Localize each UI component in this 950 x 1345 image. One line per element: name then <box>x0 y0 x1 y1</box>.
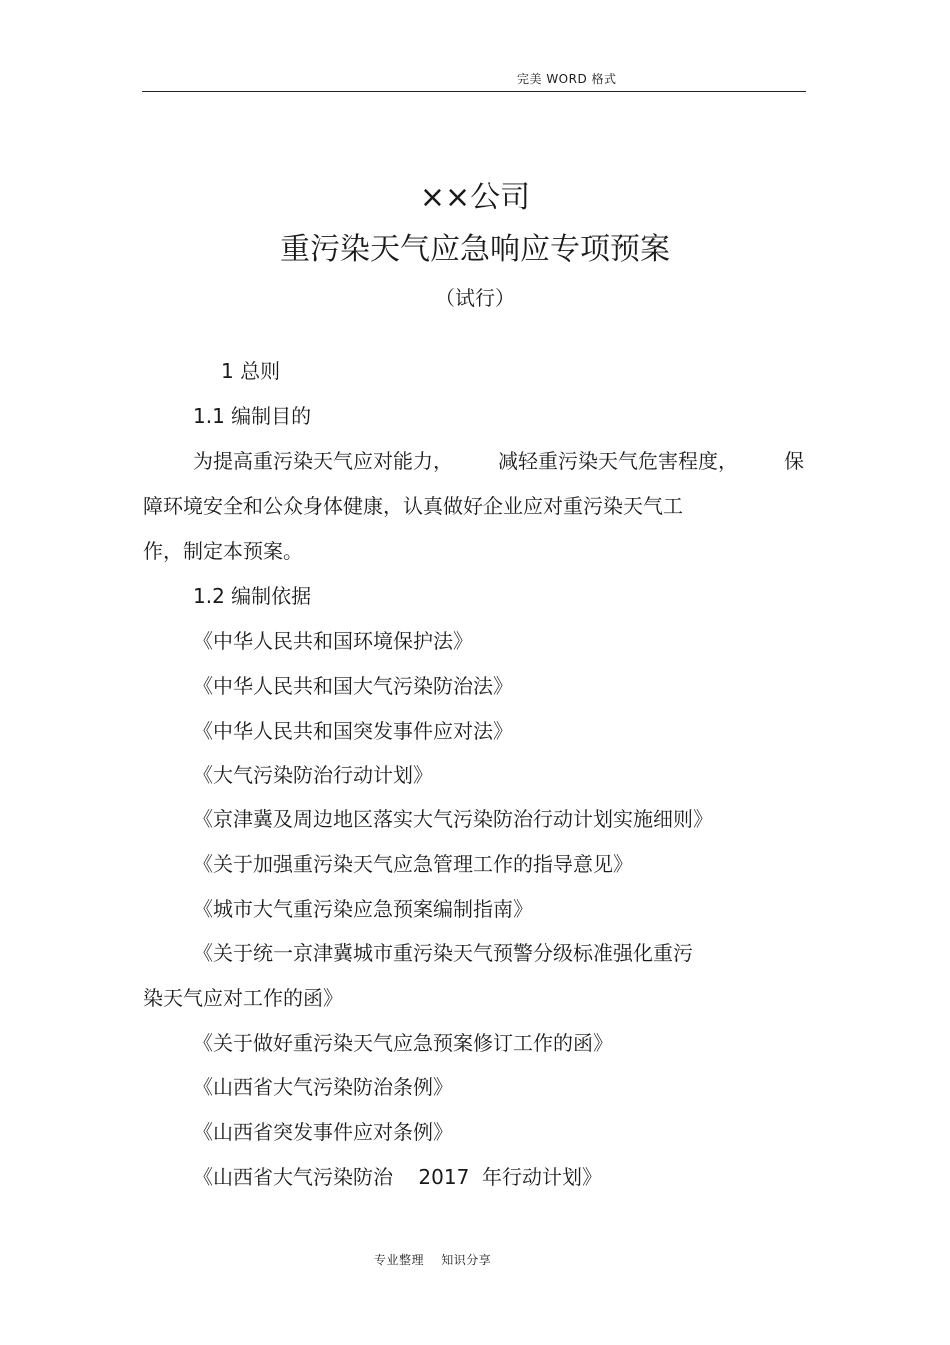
company-title: ××公司 <box>419 180 531 215</box>
basis-item: 染天气应对工作的函》 <box>143 986 343 1010</box>
paragraph-text: 减轻重污染天气危害程度， <box>498 449 738 473</box>
basis-item: 《关于加强重污染天气应急管理工作的指导意见》 <box>193 852 633 876</box>
subsection-heading: 1.2 编制依据 <box>193 584 312 608</box>
basis-item: 《山西省大气污染防治 2017 年行动计划》 <box>193 1165 603 1189</box>
trial-note: （试行） <box>435 286 515 310</box>
basis-item: 《关于统一京津冀城市重污染天气预警分级标准强化重污 <box>193 941 693 965</box>
page-footer-text: 专业整理 知识分享 <box>374 1253 492 1267</box>
basis-item: 《中华人民共和国环境保护法》 <box>193 629 473 653</box>
basis-item: 《中华人民共和国大气污染防治法》 <box>193 674 513 698</box>
basis-item: 《关于做好重污染天气应急预案修订工作的函》 <box>193 1031 613 1055</box>
subsection-heading: 1.1 编制目的 <box>193 404 312 428</box>
paragraph-text: 保 <box>784 449 804 473</box>
basis-item: 《山西省突发事件应对条例》 <box>193 1120 453 1144</box>
paragraph-text: 障环境安全和公众身体健康，认真做好企业应对重污染天气工 <box>143 494 683 518</box>
paragraph-text: 作，制定本预案。 <box>143 539 303 563</box>
basis-item: 《中华人民共和国突发事件应对法》 <box>193 719 513 743</box>
basis-item: 《京津冀及周边地区落实大气污染防治行动计划实施细则》 <box>193 807 713 831</box>
basis-item: 《城市大气重污染应急预案编制指南》 <box>193 897 533 921</box>
header-divider <box>142 91 806 92</box>
basis-item: 《大气污染防治行动计划》 <box>193 763 433 787</box>
paragraph-text: 为提高重污染天气应对能力， <box>193 449 453 473</box>
document-title: 重污染天气应急响应专项预案 <box>280 232 670 267</box>
page-header-text: 完美 WORD 格式 <box>517 72 617 86</box>
section-heading: 1 总则 <box>221 359 281 383</box>
basis-item: 《山西省大气污染防治条例》 <box>193 1075 453 1099</box>
